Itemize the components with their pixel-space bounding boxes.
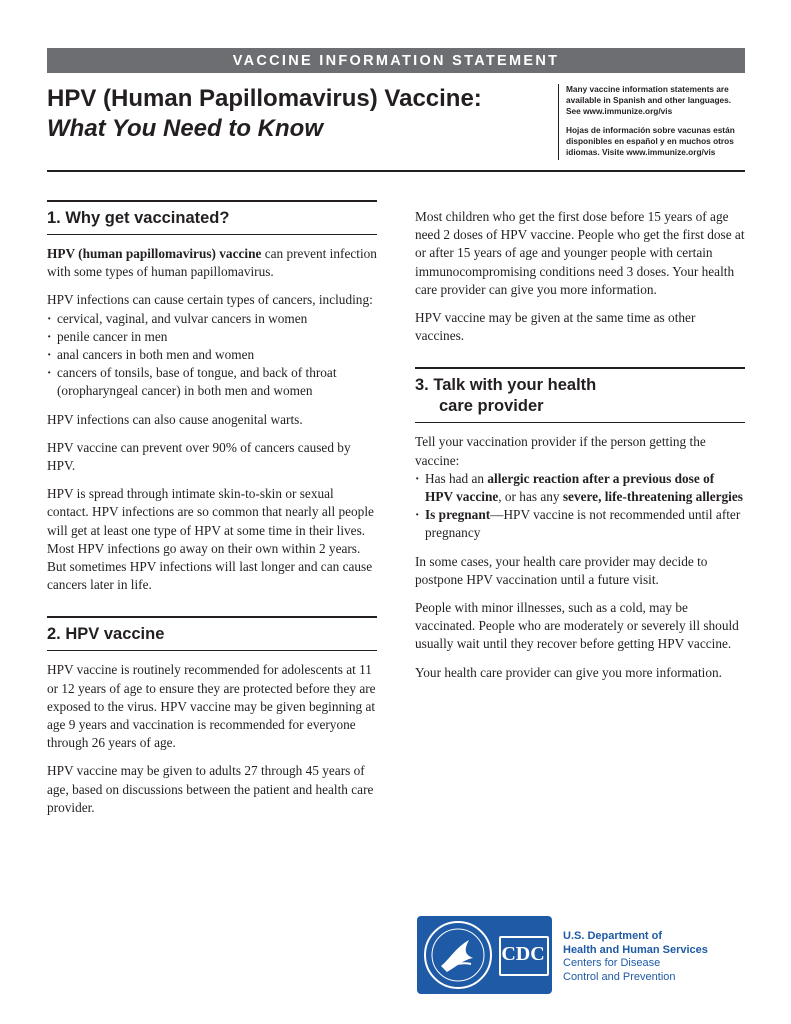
section-2-routine: HPV vaccine is routinely recommended for adolescents at 11 or 12 years of age to ensure they are protected before they are exposed to the virus. HPV vaccine may be given beginning at age 9 years and vaccination is recommended for everyone through 26 years of age. [47,662,376,751]
title-main: HPV (Human Papillomavirus) Vaccine: [47,85,482,112]
section-3-title [415,375,745,423]
section-2-coadmin: HPV vaccine may be given at the same time as other vaccines. [415,310,696,344]
language-note [566,84,748,165]
section-3-more-info: Your health care provider can give you more information. [415,664,722,680]
section-2-title: 2. HPV vaccine [47,624,377,651]
language-note-english: Many vaccine information statements are available in Spanish and other languages. See www.immunize.org/vis [566,84,732,117]
section-gap [47,594,377,616]
item-text: Has had an [425,470,488,486]
section-3-intro: Tell your vaccination provider if the person getting the vaccine: [415,434,706,468]
item-bold: severe, life-threatening allergies [562,489,743,505]
dept-line-1: U.S. Department of [563,930,663,942]
cancer-list [47,310,377,401]
item-bold: allergic reaction after a previous dose of HPV vaccine [425,470,715,505]
section-rule [415,367,745,369]
hhs-seal-icon [423,920,493,990]
list-item [415,506,745,542]
cdc-logo-text: CDC [501,943,545,965]
list-item: · penile cancer in men [47,328,377,346]
page-title [47,84,557,144]
section-1-cancers-intro: HPV infections can cause certain types of cancers, including: [47,292,373,308]
right-column [415,208,745,682]
section-1-prevention: HPV vaccine can prevent over 90% of cancers caused by HPV. [47,439,351,474]
section-1-title: 1. Why get vaccinated? [47,208,377,235]
item-bold: Is pregnant [425,507,491,523]
title-subtitle: What You Need to Know [47,115,323,142]
cdc-line-2: Control and Prevention [563,970,676,983]
section-3-title-line2: care provider [439,397,544,416]
cdc-line-1: Centers for Disease [563,957,661,969]
section-1-spread: HPV is spread through intimate skin-to-skin or sexual contact. HPV infections are so common that nearly all people will get at least one type of HPV at some time in their lives. Most HPV infections go away on their own within 2 years. But sometimes HPV infections will last longer and can cause cancers later in life. [47,486,374,593]
section-1-intro [47,245,377,281]
left-column [47,200,377,817]
header-rule [47,170,745,172]
section-3-illness: People with minor illnesses, such as a cold, may be vaccinated. People who are moderately or severely ill should usually wait until they recover before getting HPV vaccine. [415,600,739,652]
section-2-doses: Most children who get the first dose before 15 years of age need 2 doses of HPV vaccine. People who get the first dose at or after 15 years of age and younger people with certain immunocompromising conditions need 3 doses. Your health care provider can give you more information. [415,209,745,297]
item-text: , or has any [498,489,563,505]
vis-banner: VACCINE INFORMATION STATEMENT [47,48,745,73]
list-item [415,470,745,506]
provider-list [415,470,745,543]
section-rule [47,200,377,202]
section-gap [415,345,745,367]
agency-name [563,930,753,984]
section-1-warts: HPV infections can also cause anogenital warts. [47,411,303,427]
list-item: · cancers of tonsils, base of tongue, and back of throat (oropharyngeal cancer) in both men and women [47,364,377,400]
dept-line-2: Health and Human Services [563,943,708,956]
header-divider [558,84,559,160]
language-note-spanish: Hojas de información sobre vacunas están disponibles en español y en muchos otros idiomas. Visite www.immunize.org/vis [566,124,735,158]
section-3-title-line1: 3. Talk with your health [415,376,597,395]
list-item: · anal cancers in both men and women [47,346,377,364]
list-item: · cervical, vaginal, and vulvar cancers in women [47,310,377,328]
section-3-postpone: In some cases, your health care provider may decide to postpone HPV vaccination until a future visit. [415,553,708,587]
section-2-adults: HPV vaccine may be given to adults 27 through 45 years of age, based on discussions between the patient and health care provider. [47,763,374,815]
section-1-intro-rest: can prevent infection with some types of human papillomavirus. [47,246,377,280]
hhs-cdc-logo [417,916,552,994]
section-rule [47,616,377,618]
hpv-vaccine-bold: HPV (human papillomavirus) vaccine [47,246,262,261]
item-text: —HPV vaccine is not recommended until after pregnancy [425,507,741,541]
